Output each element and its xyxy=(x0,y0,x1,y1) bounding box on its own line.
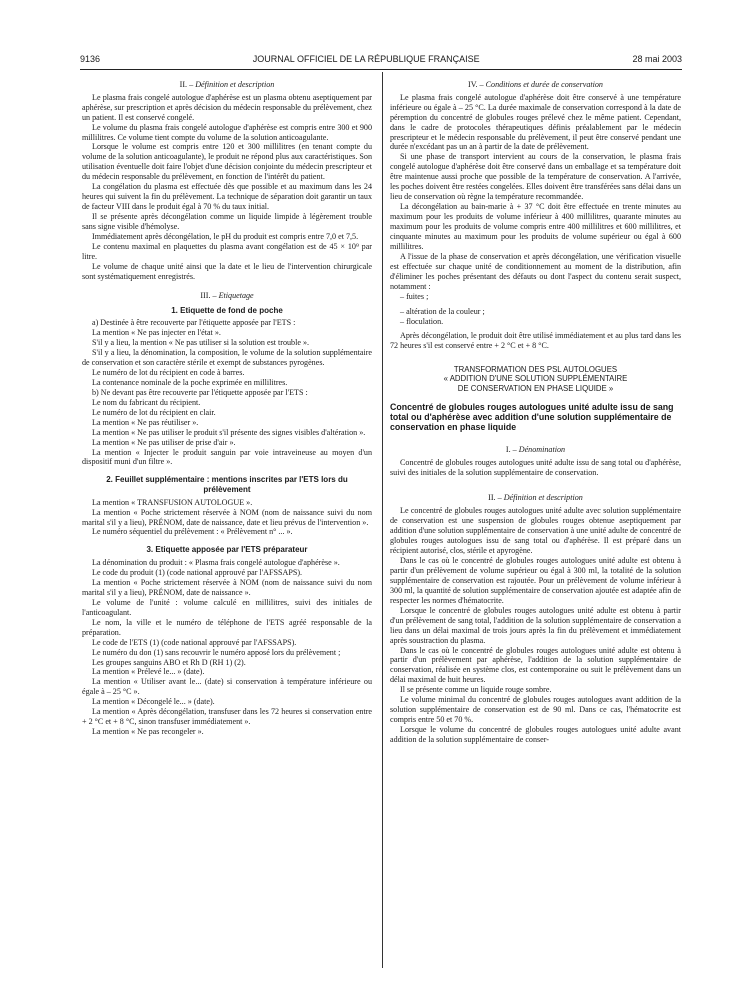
paragraph: La mention « Après décongélation, transfuser dans les 72 heures si conservation entre + 2 °C et + 8 °C, sinon transfuser immédiatement ». xyxy=(82,707,372,727)
paragraph: Le nom, la ville et le numéro de téléphone de l'ETS agréé responsable de la préparation. xyxy=(82,617,372,637)
paragraph: Lorsque le concentré de globules rouges autologues unité adulte est obtenu à partir d'un prélèvement de sang total, l'addition de la solution supplémentaire de conservation a lieu dans un délai maximal de trois jours après la fin du prélèvement et immédiatement après soustraction du plasma. xyxy=(390,605,681,645)
paragraph: La mention « TRANSFUSION AUTOLOGUE ». xyxy=(92,497,253,507)
paragraph: Le volume de chaque unité ainsi que la date et le lieu de l'intervention chirurgicale sont systématiquement enregistrés. xyxy=(82,261,372,281)
paragraph: Le volume de l'unité : volume calculé en millilitres, suivi des initiales de l'anticoagulant. xyxy=(82,597,372,617)
section-3-heading: III. – Etiquetage xyxy=(200,290,254,300)
paragraph: Le concentré de globules rouges autologues unité adulte avec solution supplémentaire de conservation est une suspension de globules rouges obtenue aseptiquement par addition d'une solution supplémentaire de conservation à une unité adulte de concentré de globules rouges autologues issu de sang total ou d'aphérèse. Il est préparé dans un récipient autorisé, clos, stérile et apyrogène. xyxy=(390,506,681,555)
section-2-heading: II. – Définition et description xyxy=(179,80,275,89)
paragraph: La mention « Ne pas injecter en l'état ». xyxy=(92,328,221,338)
journal-title: JOURNAL OFFICIEL DE LA RÉPUBLIQUE FRANÇAISE xyxy=(252,54,480,64)
paragraph: Le numéro de lot du récipient en code à barres. xyxy=(92,367,245,377)
denomination-heading: I. – Dénomination xyxy=(505,444,566,454)
paragraph: S'il y a lieu, la mention « Ne pas utiliser si la solution est trouble ». xyxy=(92,338,310,348)
column-divider xyxy=(382,72,383,968)
paragraph: Dans le cas où le concentré de globules rouges autologues unité adulte est obtenu à partir d'un prélèvement de volume supérieur ou égal à 300 ml, la totalité de la solution supplémentaire de conservation est rajoutée. Pour un prélèvement de volume inférieur à 300 ml, la quantité de solution supplémentaire de conservation ajoutée est adaptée afin de respecter les normes d'hématocrite. xyxy=(390,555,681,605)
paragraph: La mention « Ne pas utiliser de prise d'air ». xyxy=(92,437,236,447)
paragraph: b) Ne devant pas être recouverte par l'étiquette apposée par l'ETS : xyxy=(92,387,308,397)
paragraph: Les groupes sanguins ABO et Rh D (RH 1) (2). xyxy=(92,657,246,667)
definition-heading: II. – Définition et description xyxy=(488,493,583,503)
page-number: 9136 xyxy=(80,54,101,64)
subsection-2-heading: 2. Feuillet supplémentaire : mentions inscrites par l'ETS lors du prélèvement xyxy=(106,475,348,494)
paragraph: La congélation du plasma est effectuée dès que possible et au maximum dans les 24 heures qui suivent la fin du prélèvement. La technique de séparation doit garantir un taux de facteur VIII dans le produit égal à 70 % du taux initial. xyxy=(82,182,372,212)
publication-date: 28 mai 2003 xyxy=(632,54,682,64)
transformation-heading: TRANSFORMATION DES PSL AUTOLOGUES « ADDITION D'UNE SOLUTION SUPPLÉMENTAIRE DE CONSERVATION EN PHASE LIQUIDE » xyxy=(443,364,628,393)
paragraph: La mention « Injecter le produit sanguin par voie intraveineuse au moyen d'un dispositif muni d'un filtre ». xyxy=(82,447,372,467)
paragraph: Dans le cas où le concentré de globules rouges autologues unité adulte est obtenu à partir d'un prélèvement par aphérèse, l'addition de la solution supplémentaire de conservation, réalisée en système clos, est contemporaine ou suit le prélèvement dans un délai maximal de huit heures. xyxy=(390,645,681,685)
paragraph: Immédiatement après décongélation, le pH du produit est compris entre 7,0 et 7,5. xyxy=(92,232,359,242)
paragraph: Le volume minimal du concentré de globules rouges autologues avant addition de la solution supplémentaire de conservation est de 90 ml. Dans ce cas, l'hématocrite est compris entre 50 et 70 %. xyxy=(390,695,681,725)
paragraph: Le nom du fabricant du récipient. xyxy=(92,397,201,407)
paragraph: S'il y a lieu, la dénomination, la composition, le volume de la solution supplémentaire de conservation et son caractère stérile et exempt de substances pyrogènes. xyxy=(82,347,372,367)
subsection-3-heading: 3. Etiquette apposée par l'ETS préparateur xyxy=(146,545,308,555)
paragraph: La contenance nominale de la poche exprimée en millilitres. xyxy=(92,377,288,387)
paragraph: La mention « Décongelé le... » (date). xyxy=(92,697,215,707)
paragraph: Lorsque le volume du concentré de globules rouges autologues unité adulte avant addition de la solution supplémentaire de conser- xyxy=(390,725,681,745)
paragraph: Il se présente comme un liquide rouge sombre. xyxy=(400,685,552,695)
paragraph: Lorsque le volume est compris entre 120 et 300 millilitres (en tenant compte du volume de la solution anticoagulante), le produit ne répond plus aux caractéristiques. Son utilisation éventuelle doit faire l'objet d'une décision conjointe du médecin prescripteur et du médecin responsable du prélèvement, en fonction de l'intérêt du patient. xyxy=(82,142,372,182)
paragraph: Le volume du plasma frais congelé autologue d'aphérèse est compris entre 300 et 900 millilitres. Ce volume tient compte du volume de la solution anticoagulante. xyxy=(82,122,372,142)
paragraph: La mention « Ne pas réutiliser ». xyxy=(92,417,199,427)
paragraph: Le code de l'ETS (1) (code national approuvé par l'AFSSAPS). xyxy=(92,637,297,647)
list-item: – floculation. xyxy=(400,316,444,326)
paragraph: Le code du produit (1) (code national approuvé par l'AFSSAPS). xyxy=(92,567,303,577)
right-column xyxy=(390,76,681,976)
paragraph: La mention « Ne pas recongeler ». xyxy=(92,727,204,737)
paragraph: Le numéro du don (1) sans recouvrir le numéro apposé lors du prélèvement ; xyxy=(92,647,341,657)
list-item: – altération de la couleur ; xyxy=(400,306,485,316)
paragraph: Le numéro séquentiel du prélèvement : « Prélèvement n° ... ». xyxy=(92,527,293,537)
paragraph: La dénomination du produit : « Plasma frais congelé autologue d'aphérèse ». xyxy=(92,558,340,567)
paragraph: A l'issue de la phase de conservation et après décongélation, une vérification visuelle est effectuée sur chaque unité de conditionnement au moment de la distribution, afin d'éliminer les poches présentant des défauts ou dont l'aspect du contenu serait suspect, notamment : xyxy=(390,251,681,291)
paragraph: Après décongélation, le produit doit être utilisé immédiatement et au plus tard dans les 72 heures s'il est conservé entre + 2 °C et + 8 °C. xyxy=(390,330,681,350)
page-header xyxy=(80,52,682,70)
product-title: Concentré de globules rouges autologues unité adulte issu de sang total ou d'aphérèse avec addition d'une solution supplémentaire de conservation en phase liquide xyxy=(390,401,674,433)
paragraph: Le numéro de lot du récipient en clair. xyxy=(92,407,216,417)
list-item: – fuites ; xyxy=(400,291,429,301)
paragraph: Concentré de globules rouges autologues unité adulte issu de sang total ou d'aphérèse, suivi des initiales de la solution supplémentaire de conservation. xyxy=(390,457,681,477)
paragraph: La mention « Prélevé le... » (date). xyxy=(92,667,205,677)
subsection-1-heading: 1. Etiquette de fond de poche xyxy=(171,305,283,315)
paragraph: La mention « Utiliser avant le... (date) si conservation à température inférieure ou égale à – 25 °C ». xyxy=(82,677,372,697)
paragraph: La mention « Poche strictement réservée à NOM (nom de naissance suivi du nom marital s'il y a lieu), PRÉNOM, date de naissance ». xyxy=(82,577,372,597)
paragraph: La décongélation au bain-marie à + 37 °C doit être effectuée en trente minutes au maximum pour les produits de volume inférieur à 400 millilitres, quarante minutes au maximum pour les produits de volume compris entre 400 millilitres et 600 millilitres, et cinquante minutes au maximum pour les produits de volume supérieur ou égal à 600 millilitres. xyxy=(390,202,681,251)
paragraph: a) Destinée à être recouverte par l'étiquette apposée par l'ETS : xyxy=(92,318,296,328)
paragraph: Le plasma frais congelé autologue d'aphérèse est un plasma obtenu aseptiquement par aphérèse, sur prescription et après décision du médecin responsable du prélèvement, chez un patient. Il est conservé congelé. xyxy=(82,92,372,122)
paragraph: Il se présente après décongélation comme un liquide limpide à légèrement trouble sans signe visible d'hémolyse. xyxy=(82,212,372,232)
paragraph: Le contenu maximal en plaquettes du plasma avant congélation est de 45 × 10⁹ par litre. xyxy=(82,242,372,261)
paragraph: Le plasma frais congelé autologue d'aphérèse doit être conservé à une température inférieure ou égale à – 25 °C. La durée maximale de conservation correspond à la date de péremption du concentré de globules rouges prélevé chez le même patient. Cependant, dans le cadre de protocoles thérapeutiques définis préalablement par le médecin prescripteur et le médecin responsable du prélèvement, il peut être conservé pendant une durée n'excédant pas un an à partir de la date de prélèvement. xyxy=(390,92,681,152)
paragraph: La mention « Poche strictement réservée à NOM (nom de naissance suivi du nom marital s'il y a lieu), PRÉNOM, date de naissance, date et lieu prévus de l'intervention ». xyxy=(82,507,372,527)
left-column xyxy=(82,76,372,976)
paragraph: La mention « Ne pas utiliser le produit s'il présente des signes visibles d'altération ». xyxy=(92,427,366,437)
paragraph: Si une phase de transport intervient au cours de la conservation, le plasma frais congelé autologue d'aphérèse doit être conservé dans un emballage et sa température doit être maintenue aussi proche que possible de la température de conservation. A l'arrivée, les poches doivent être restées congelées. Elles doivent être transférées sans délai dans un lieu de conservation où règne la température recommandée. xyxy=(390,152,681,202)
section-4-heading: IV. – Conditions et durée de conservation xyxy=(468,80,603,89)
